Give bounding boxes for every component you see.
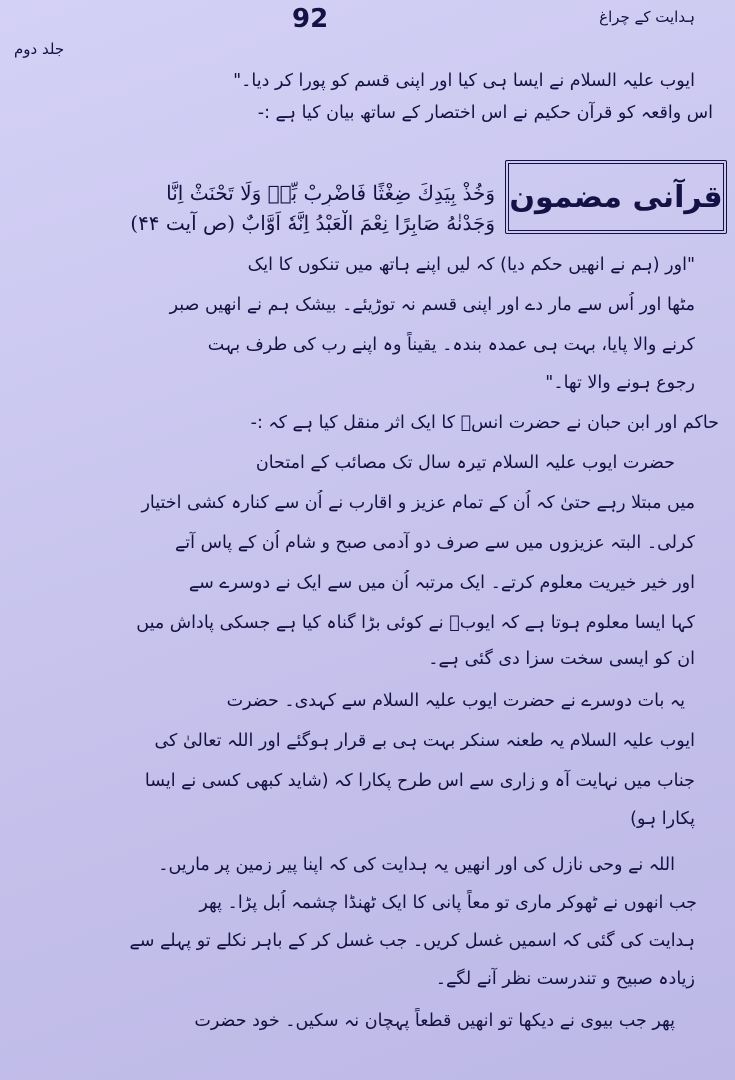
text-line: حاکم اور ابن حبان نے حضرت انسؓ کا ایک اثر منقل کیا ہے کہ :- xyxy=(250,413,719,433)
text-line: کہا ایسا معلوم ہوتا ہے کہ ایوبؑ نے کوئی بڑا گناہ کیا ہے جسکی پاداش میں xyxy=(136,613,695,633)
volume-label: جلد دوم xyxy=(14,40,65,58)
text-line: اس واقعہ کو قرآن حکیم نے اس اختصار کے ساتھ بیان کیا ہے :- xyxy=(257,103,713,123)
text-line: حضرت ایوب علیہ السلام تیرہ سال تک مصائب کے امتحان xyxy=(255,453,675,473)
quran-verse-line: وَجَدْنٰهُ صَابِرًا نِعْمَ الْعَبْدُ اِنَّهٗ اَوَّابٌ (ص آیت ۴۴) xyxy=(130,211,495,235)
text-line: جناب میں نہایت آہ و زاری سے اس طرح پکارا کہ (شاید کبھی کسی نے ایسا xyxy=(144,771,695,791)
quran-verse-line: وَخُذْ بِیَدِكَ ضِغْثًا فَاضْرِبْ بِّهٖ وَلَا تَحْنَثْ اِنَّا xyxy=(166,181,495,205)
text-line: میں مبتلا رہے حتیٰ کہ اُن کے تمام عزیز و اقارب نے اُن سے کنارہ کشی اختیار xyxy=(141,493,695,513)
text-line: ایوب علیہ السلام یہ طعنہ سنکر بہت ہی بے قرار ہوگئے اور اللہ تعالیٰ کی xyxy=(154,731,695,751)
text-line: اللہ نے وحی نازل کی اور انھیں یہ ہدایت کی کہ اپنا پیر زمین پر ماریں۔ xyxy=(158,855,675,875)
text-line: یہ بات دوسرے نے حضرت ایوب علیہ السلام سے کہدی۔ حضرت xyxy=(226,691,685,711)
quranic-topic-title: قرآنی مضمون xyxy=(509,179,723,215)
text-line: پھر جب بیوی نے دیکھا تو انھیں قطعاً پہچان نہ سکیں۔ خود حضرت xyxy=(194,1011,675,1031)
book-title: ہدایت کے چراغ xyxy=(599,8,695,26)
text-line: ایوب علیہ السلام نے ایسا ہی کیا اور اپنی قسم کو پورا کر دیا۔" xyxy=(233,71,695,91)
page-number: 92 xyxy=(292,4,329,34)
text-line: مٹھا اور اُس سے مار دے اور اپنی قسم نہ توڑیئے۔ بیشک ہم نے انھیں صبر xyxy=(169,295,695,315)
text-line: ہدایت کی گئی کہ اسمیں غسل کریں۔ جب غسل کر کے باہر نکلے تو پہلے سے xyxy=(129,931,695,951)
text-line: زیادہ صبیح و تندرست نظر آنے لگے۔ xyxy=(435,969,695,989)
text-line: "اور (ہم نے انھیں حکم دیا) کہ لیں اپنے ہاتھ میں تنکوں کا ایک xyxy=(247,255,695,275)
text-line: جب انھوں نے ٹھوکر ماری تو معاً پانی کا ایک ٹھنڈا چشمہ اُبل پڑا۔ پھر xyxy=(199,893,697,913)
text-line: ان کو ایسی سخت سزا دی گئی ہے۔ xyxy=(428,649,695,669)
text-line: پکارا ہو) xyxy=(630,809,695,829)
text-line: کرلی۔ البتہ عزیزوں میں سے صرف دو آدمی صبح و شام اُن کے پاس آتے xyxy=(175,533,695,553)
text-line: اور خیر خیریت معلوم کرتے۔ ایک مرتبہ اُن میں سے ایک نے دوسرے سے xyxy=(188,573,695,593)
text-line: رجوع ہونے والا تھا۔" xyxy=(545,373,695,393)
quranic-topic-box xyxy=(505,160,727,234)
text-line: کرنے والا پایا، بہت ہی عمدہ بندہ۔ یقیناً وہ اپنے رب کی طرف بہت xyxy=(207,335,695,355)
